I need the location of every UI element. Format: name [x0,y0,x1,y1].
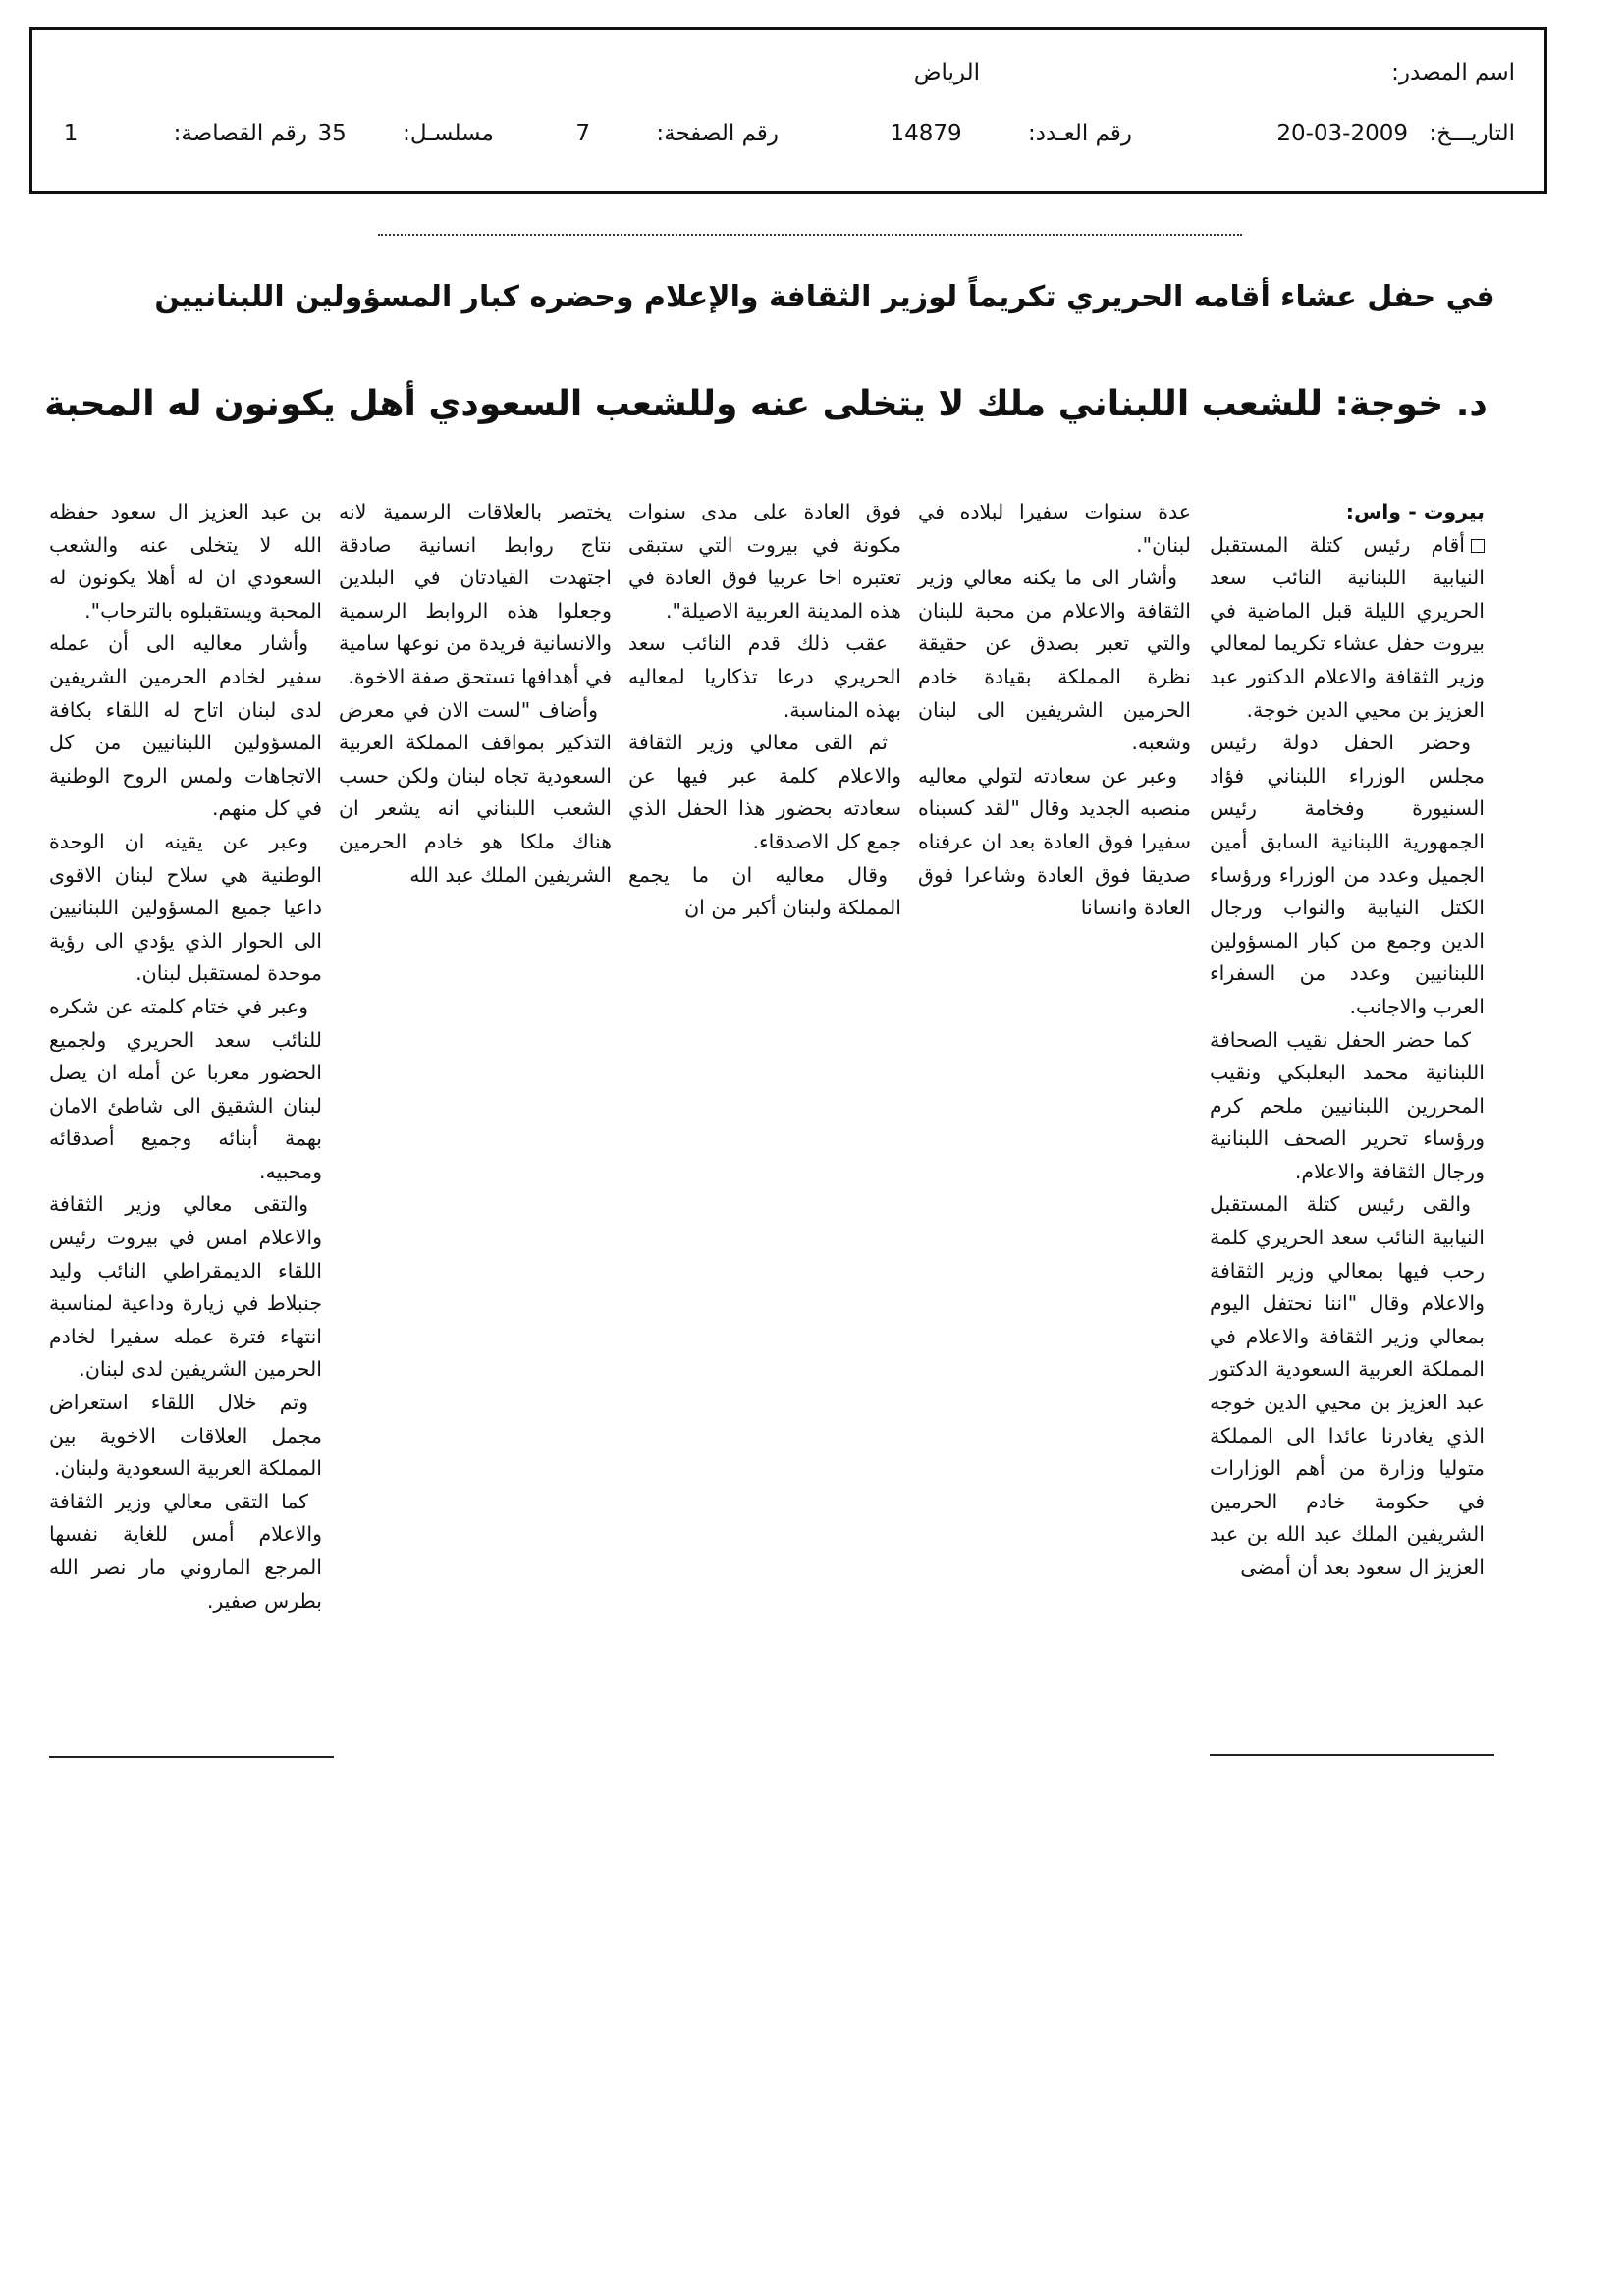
issue-label: رقم العـدد: [1027,121,1132,146]
clip-field [64,121,307,146]
date-value: 20-03-2009 [1276,121,1409,146]
article-column-1 [1210,496,1485,1585]
paragraph: بن عبد العزيز ال سعود حفظه الله لا يتخلى عنه والشعب السعودي ان له أهلا يكونون له المحبة ويستقبلوه بالترحاب". [49,500,322,623]
paragraph: كما حضر الحفل نقيب الصحافة اللبنانية محمد البعلبكي ونقيب المحررين اللبنانيين ملحم كرم ورؤساء تحرير الصحف اللبنانية ورجال الثقافة والاعلام. [1210,1027,1485,1183]
paragraph: وأشار معاليه الى أن عمله سفير لخادم الحرمين الشريفين لدى لبنان اتاح له اللقاء بكافة المسؤولين اللبنانيين من كل الاتجاهات ولمس الروح الوطنية في كل منهم. [49,631,322,821]
square-bullet-icon [1471,539,1485,553]
paragraph: وأضاف "لست الان في معرض التذكير بمواقف المملكة العربية السعودية تجاه لبنان ولكن حسب الشعب اللبناني انه يشعر ان هناك ملكا هو خادم الحرمين الشريفين الملك عبد الله [339,697,612,887]
article-subheadline: في حفل عشاء أقامه الحريري تكريماً لوزير الثقافة والإعلام وحضره كبار المسؤولين اللبنانيين [154,280,1495,314]
paragraph: وعبر عن سعادته لتولي معاليه منصبه الجديد وقال "لقد كسبناه سفيرا فوق العادة بعد ان عرفناه صديقا فوق العادة وشاعرا فوق العادة وانسانا [918,763,1191,920]
serial-label: مسلسـل: [403,121,494,146]
paragraph: فوق العادة على مدى سنوات مكونة في بيروت التي ستبقى تعتبره اخا عربيا فوق العادة في هذه المدينة العربية الاصيلة". [628,500,901,623]
source-value: الرياض [913,60,980,85]
serial-value: 35 [317,121,347,146]
paragraph: يختصر بالعلاقات الرسمية لانه نتاج روابط انسانية صادقة اجتهدت القيادتان في البلدين وجعلوا هذه الروابط الرسمية والانسانية فريدة من نوعها سامية في أهدافها تستحق صفة الاخوة. [339,500,612,688]
page-label: رقم الصفحة: [656,121,779,146]
top-divider [378,234,1242,236]
issue-value: 14879 [890,121,962,146]
paragraph: وتم خلال اللقاء استعراض مجمل العلاقات الاخوية بين المملكة العربية السعودية ولبنان. [49,1391,322,1481]
paragraph: عقب ذلك قدم النائب سعد الحريري درعا تذكاريا لمعاليه بهذه المناسبة. [628,631,901,722]
issue-field [891,121,1133,146]
source-info-box [29,27,1547,194]
article-column-2 [918,496,1191,925]
column-end-rule [49,1756,334,1758]
clip-value: 1 [63,121,79,146]
paragraph: وعبر في ختام كلمته عن شكره للنائب سعد الحريري ولجميع الحضور معربا عن أمله ان يصل لبنان الشقيق الى شاطئ الامان بهمة أبنائه وجميع أصدقائه ومحبيه. [49,994,322,1183]
date-field [1276,121,1515,146]
paragraph: أقام رئيس كتلة المستقبل النيابية اللبنانية النائب سعد الحريري الليلة قبل الماضية في بيروت حفل عشاء تكريما لمعالي وزير الثقافة والاعلام الدكتور عبد العزيز بن محيي الدين خوجة. [1210,532,1485,722]
article-column-5 [49,496,322,1617]
clip-label: رقم القصاصة: [173,121,307,146]
date-label: التاريـــخ: [1429,121,1515,146]
paragraph: والتقى معالي وزير الثقافة والاعلام امس في بيروت رئيس اللقاء الديمقراطي النائب وليد جنبلاط في زيارة وداعية لمناسبة انتهاء فترة عمله سفيرا لخادم الحرمين الشريفين لدى لبنان. [49,1192,322,1382]
article-headline: د. خوجة: للشعب اللبناني ملك لا يتخلى عنه وللشعب السعودي أهل يكونون له المحبة [44,384,1488,424]
paragraph: وأشار الى ما يكنه معالي وزير الثقافة والاعلام من محبة للبنان والتي تعبر بصدق عن حقيقة نظرة المملكة بقيادة خادم الحرمين الشريفين الى لبنان وشعبه. [918,566,1191,755]
paragraph: وحضر الحفل دولة رئيس مجلس الوزراء اللبناني فؤاد السنيورة وفخامة رئيس الجمهورية اللبنانية السابق أمين الجميل وعدد من الوزراء ورؤساء الكتل النيابية والنواب ورجال الدين وجمع من كبار المسؤولين اللبنانيين وعدد من السفراء العرب والاجانب. [1210,731,1485,1018]
column-end-rule [1210,1754,1494,1756]
paragraph: وعبر عن يقينه ان الوحدة الوطنية هي سلاح لبنان الاقوى داعيا جميع المسؤولين اللبنانيين الى الحوار الذي يؤدي الى رؤية موحدة لمستقبل لبنان. [49,829,322,986]
paragraph: وقال معاليه ان ما يجمع المملكة ولبنان أكبر من ان [628,862,901,920]
serial-field [318,121,494,146]
paragraph: والقى رئيس كتلة المستقبل النيابية النائب سعد الحريري كلمة رحب فيها بمعالي وزير الثقافة والاعلام وقال "اننا نحتفل اليوم بمعالي وزير الثقافة والاعلام في المملكة العربية السعودية الدكتور عبد العزيز بن محيي الدين خوجه الذي يغادرنا عائدا الى المملكة متوليا وزارة من أهم الوزارات في حكومة خادم الحرمين الشريفين الملك عبد الله بن عبد العزيز ال سعود بعد أن أمضى [1210,1192,1485,1579]
source-label: اسم المصدر: [1391,60,1515,85]
paragraph: ثم القى معالي وزير الثقافة والاعلام كلمة عبر فيها عن سعادته بحضور هذا الحفل الذي جمع كل الاصدقاء. [628,731,901,853]
page-field [575,121,779,146]
article-column-3 [628,496,901,925]
source-field [1391,60,1515,85]
article-column-4 [339,496,612,892]
paragraph: عدة سنوات سفيرا لبلاده في لبنان". [918,500,1191,557]
page-value: 7 [575,121,591,146]
paragraph: كما التقى معالي وزير الثقافة والاعلام أمس للغاية نفسها المرجع الماروني مار نصر الله بطرس صفير. [49,1489,322,1613]
dateline: بيروت - واس: [1345,500,1485,523]
